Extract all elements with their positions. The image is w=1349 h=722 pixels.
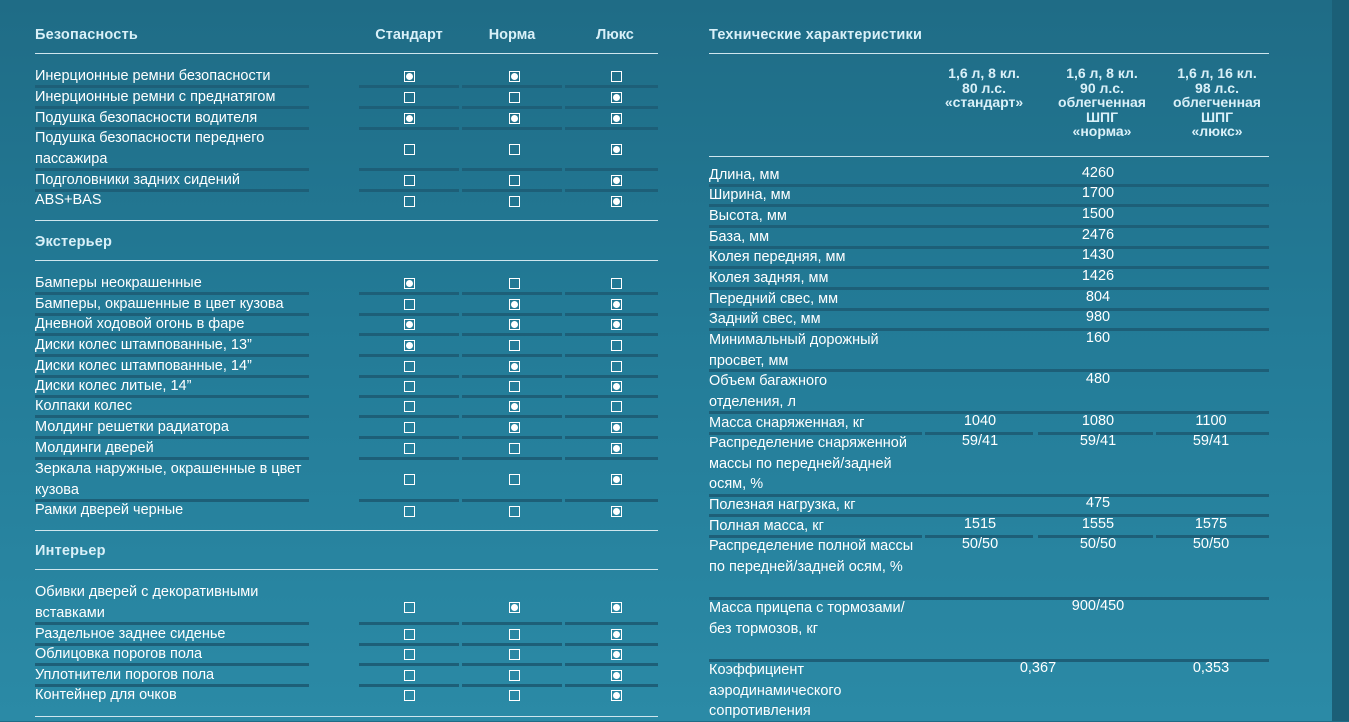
spec-label: Высота, мм bbox=[709, 208, 787, 224]
row-divider bbox=[359, 354, 459, 357]
checkbox-empty bbox=[611, 361, 622, 372]
row-divider bbox=[565, 333, 658, 336]
row-label: Дневной ходовой огонь в фаре bbox=[35, 316, 245, 332]
checkbox-empty bbox=[509, 443, 520, 454]
checkbox-empty bbox=[404, 361, 415, 372]
row-label: Молдинг решетки радиатора bbox=[35, 419, 229, 435]
checkbox-empty bbox=[509, 144, 520, 155]
spec-value: 480 bbox=[1085, 371, 1111, 387]
row-divider bbox=[565, 663, 658, 666]
row-divider bbox=[565, 168, 658, 171]
checkbox-empty bbox=[404, 670, 415, 681]
spec-value: 59/41 bbox=[961, 433, 999, 449]
checkbox-filled bbox=[611, 474, 622, 485]
engine-header-standard: 1,6 л, 8 кл. 80 л.с. «стандарт» bbox=[944, 65, 1024, 111]
checkbox-empty bbox=[509, 690, 520, 701]
section-title-exterior: Экстерьер bbox=[35, 234, 113, 250]
checkbox-filled bbox=[611, 629, 622, 640]
row-divider bbox=[359, 168, 459, 171]
row-divider bbox=[359, 85, 459, 88]
checkbox-filled bbox=[509, 319, 520, 330]
section-title-interior: Интерьер bbox=[35, 543, 106, 559]
row-divider bbox=[359, 663, 459, 666]
checkbox-empty bbox=[404, 506, 415, 517]
checkbox-empty bbox=[611, 278, 622, 289]
spec-value: 0,367 bbox=[1019, 660, 1057, 676]
header-rule bbox=[35, 53, 658, 54]
row-divider bbox=[462, 395, 562, 398]
row-divider bbox=[359, 457, 459, 460]
row-divider bbox=[462, 499, 562, 502]
spec-value: 1575 bbox=[1194, 516, 1228, 532]
row-divider bbox=[462, 643, 562, 646]
row-label: Бамперы, окрашенные в цвет кузова bbox=[35, 296, 284, 312]
row-divider bbox=[359, 415, 459, 418]
checkbox-empty bbox=[404, 474, 415, 485]
checkbox-empty bbox=[509, 506, 520, 517]
checkbox-empty bbox=[404, 422, 415, 433]
checkbox-filled bbox=[611, 381, 622, 392]
row-label: Инерционные ремни безопасности bbox=[35, 68, 271, 84]
spec-value: 160 bbox=[1085, 330, 1111, 346]
checkbox-filled bbox=[404, 319, 415, 330]
row-divider bbox=[565, 85, 658, 88]
checkbox-empty bbox=[404, 649, 415, 660]
checkbox-empty bbox=[404, 92, 415, 103]
checkbox-filled bbox=[404, 340, 415, 351]
row-divider bbox=[359, 622, 459, 625]
row-divider bbox=[565, 395, 658, 398]
checkbox-empty bbox=[509, 196, 520, 207]
checkbox-filled bbox=[509, 422, 520, 433]
row-divider bbox=[462, 663, 562, 666]
row-divider bbox=[462, 415, 562, 418]
row-divider bbox=[709, 184, 1269, 187]
spec-label: Объем багажного отделения, л bbox=[709, 373, 828, 410]
row-divider bbox=[462, 622, 562, 625]
checkbox-filled bbox=[611, 602, 622, 613]
row-divider bbox=[462, 292, 562, 295]
spec-value: 980 bbox=[1085, 309, 1111, 325]
checkbox-empty bbox=[611, 401, 622, 412]
section-rule bbox=[35, 716, 658, 717]
row-divider bbox=[565, 499, 658, 502]
checkbox-filled bbox=[611, 319, 622, 330]
engine-header-lux: 1,6 л, 16 кл. 98 л.с. облегченная ШПГ «люкс» bbox=[1173, 65, 1261, 140]
row-divider bbox=[462, 127, 562, 130]
row-divider bbox=[709, 204, 1269, 207]
row-divider bbox=[359, 395, 459, 398]
header-rule bbox=[709, 53, 1269, 54]
row-divider bbox=[565, 313, 658, 316]
spec-value: 1100 bbox=[1195, 413, 1227, 429]
checkbox-empty bbox=[404, 602, 415, 613]
row-divider bbox=[359, 436, 459, 439]
checkbox-filled bbox=[611, 443, 622, 454]
spec-label: Полезная нагрузка, кг bbox=[709, 497, 856, 513]
section-rule bbox=[35, 530, 658, 531]
spec-value: 59/41 bbox=[1192, 433, 1230, 449]
section-rule bbox=[35, 569, 658, 570]
spec-value: 59/41 bbox=[1079, 433, 1117, 449]
row-divider bbox=[359, 313, 459, 316]
checkbox-filled bbox=[611, 175, 622, 186]
row-divider bbox=[462, 684, 562, 687]
row-divider bbox=[359, 499, 459, 502]
section-rule bbox=[35, 260, 658, 261]
checkbox-filled bbox=[404, 71, 415, 82]
spec-value: 50/50 bbox=[961, 536, 999, 552]
row-divider bbox=[565, 354, 658, 357]
checkbox-filled bbox=[611, 144, 622, 155]
spec-label: Колея передняя, мм bbox=[709, 249, 846, 265]
row-divider bbox=[462, 168, 562, 171]
checkbox-empty bbox=[509, 474, 520, 485]
row-label: Диски колес литые, 14” bbox=[35, 378, 192, 394]
row-label: Обивки дверей с декоративными вставками bbox=[35, 584, 259, 621]
spec-label: Колея задняя, мм bbox=[709, 270, 829, 286]
row-label: Молдинги дверей bbox=[35, 440, 154, 456]
checkbox-empty bbox=[509, 670, 520, 681]
row-divider bbox=[359, 375, 459, 378]
checkbox-filled bbox=[509, 299, 520, 310]
spec-label: Масса снаряженная, кг bbox=[709, 415, 865, 431]
row-divider bbox=[565, 457, 658, 460]
checkbox-empty bbox=[611, 71, 622, 82]
checkbox-filled bbox=[509, 361, 520, 372]
spec-value: 900/450 bbox=[1071, 598, 1125, 614]
spec-label: Распределение полной массы по передней/задней осям, % bbox=[709, 538, 914, 575]
checkbox-filled bbox=[611, 506, 622, 517]
row-divider bbox=[359, 684, 459, 687]
row-divider bbox=[565, 622, 658, 625]
checkbox-filled bbox=[611, 422, 622, 433]
row-divider bbox=[359, 292, 459, 295]
checkbox-filled bbox=[611, 649, 622, 660]
checkbox-filled bbox=[509, 71, 520, 82]
spec-value: 1430 bbox=[1081, 247, 1115, 263]
row-label: Контейнер для очков bbox=[35, 687, 177, 703]
checkbox-empty bbox=[404, 401, 415, 412]
checkbox-empty bbox=[509, 649, 520, 660]
row-divider bbox=[565, 375, 658, 378]
checkbox-filled bbox=[509, 602, 520, 613]
engine-header-norma: 1,6 л, 8 кл. 90 л.с. облегченная ШПГ «норма» bbox=[1058, 65, 1146, 140]
spec-value: 0,353 bbox=[1192, 660, 1230, 676]
spec-value: 1700 bbox=[1081, 185, 1115, 201]
spec-label: Задний свес, мм bbox=[709, 311, 821, 327]
spec-value: 1515 bbox=[963, 516, 997, 532]
checkbox-empty bbox=[404, 299, 415, 310]
checkbox-empty bbox=[404, 381, 415, 392]
spec-value: 804 bbox=[1085, 289, 1111, 305]
col-header-lux: Люкс bbox=[596, 27, 634, 43]
col-header-standard: Стандарт bbox=[375, 27, 443, 43]
checkbox-empty bbox=[404, 690, 415, 701]
checkbox-filled bbox=[611, 92, 622, 103]
spec-label: Ширина, мм bbox=[709, 187, 791, 203]
spec-value: 1500 bbox=[1081, 206, 1115, 222]
row-divider bbox=[565, 292, 658, 295]
checkbox-empty bbox=[404, 629, 415, 640]
row-divider bbox=[462, 333, 562, 336]
checkbox-filled bbox=[509, 401, 520, 412]
checkbox-empty bbox=[509, 92, 520, 103]
col-header-norma: Норма bbox=[488, 27, 536, 43]
spec-value: 4260 bbox=[1081, 165, 1115, 181]
spec-label: Распределение снаряженной массы по передней/задней осям, % bbox=[709, 435, 907, 493]
row-label: Диски колес штампованные, 14” bbox=[35, 358, 252, 374]
checkbox-empty bbox=[404, 443, 415, 454]
page-edge bbox=[1332, 0, 1349, 721]
row-divider bbox=[359, 643, 459, 646]
row-divider bbox=[462, 106, 562, 109]
checkbox-empty bbox=[404, 175, 415, 186]
checkbox-filled bbox=[611, 690, 622, 701]
spec-label: Длина, мм bbox=[709, 167, 780, 183]
checkbox-empty bbox=[509, 175, 520, 186]
row-label: Облицовка порогов пола bbox=[35, 646, 203, 662]
row-divider bbox=[565, 415, 658, 418]
spec-label: База, мм bbox=[709, 229, 770, 245]
row-label: Зеркала наружные, окрашенные в цвет кузова bbox=[35, 461, 302, 498]
row-label: Колпаки колес bbox=[35, 398, 133, 414]
checkbox-empty bbox=[404, 196, 415, 207]
row-label: Раздельное заднее сиденье bbox=[35, 626, 226, 642]
checkbox-filled bbox=[611, 113, 622, 124]
checkbox-empty bbox=[509, 278, 520, 289]
row-divider bbox=[359, 189, 459, 192]
row-divider bbox=[359, 106, 459, 109]
spec-label: Полная масса, кг bbox=[709, 518, 824, 534]
row-divider bbox=[462, 313, 562, 316]
checkbox-filled bbox=[611, 670, 622, 681]
row-divider bbox=[565, 189, 658, 192]
spec-value: 50/50 bbox=[1079, 536, 1117, 552]
checkbox-empty bbox=[611, 340, 622, 351]
row-divider bbox=[565, 684, 658, 687]
row-divider bbox=[462, 436, 562, 439]
row-divider bbox=[462, 375, 562, 378]
spec-value: 2476 bbox=[1081, 227, 1115, 243]
checkbox-filled bbox=[404, 278, 415, 289]
row-label: Подушка безопасности водителя bbox=[35, 110, 258, 126]
row-divider bbox=[565, 643, 658, 646]
row-divider bbox=[359, 333, 459, 336]
checkbox-empty bbox=[509, 340, 520, 351]
checkbox-filled bbox=[509, 113, 520, 124]
row-label: Уплотнители порогов пола bbox=[35, 667, 215, 683]
spec-label: Минимальный дорожный просвет, мм bbox=[709, 332, 879, 369]
row-divider bbox=[359, 127, 459, 130]
spec-label: Передний свес, мм bbox=[709, 291, 839, 307]
row-label: Бамперы неокрашенные bbox=[35, 275, 202, 291]
checkbox-empty bbox=[509, 381, 520, 392]
spec-value: 1426 bbox=[1081, 268, 1115, 284]
spec-label: Коэффициент аэродинамического сопротивления bbox=[709, 662, 842, 720]
row-divider bbox=[565, 436, 658, 439]
header-rule bbox=[709, 156, 1269, 157]
spec-value: 50/50 bbox=[1192, 536, 1230, 552]
row-divider bbox=[462, 189, 562, 192]
spec-value: 1555 bbox=[1081, 516, 1115, 532]
row-label: Диски колес штампованные, 13” bbox=[35, 337, 252, 353]
checkbox-filled bbox=[611, 196, 622, 207]
spec-value: 1080 bbox=[1081, 413, 1115, 429]
row-divider bbox=[462, 457, 562, 460]
checkbox-empty bbox=[509, 629, 520, 640]
row-divider bbox=[709, 225, 1269, 228]
spec-label: Масса прицепа с тормозами/без тормозов, кг bbox=[709, 600, 905, 637]
checkbox-filled bbox=[611, 299, 622, 310]
row-label: ABS+BAS bbox=[35, 192, 102, 208]
row-divider bbox=[565, 127, 658, 130]
row-divider bbox=[462, 354, 562, 357]
row-divider bbox=[462, 85, 562, 88]
row-label: Подушка безопасности переднего пассажира bbox=[35, 130, 265, 167]
spec-value: 475 bbox=[1085, 495, 1111, 511]
spec-value: 1040 bbox=[963, 413, 997, 429]
section-title-safety: Безопасность bbox=[35, 27, 138, 43]
specs-title: Технические характеристики bbox=[709, 27, 923, 43]
row-divider bbox=[565, 106, 658, 109]
row-label: Инерционные ремни с преднатягом bbox=[35, 89, 276, 105]
row-label: Подголовники задних сидений bbox=[35, 172, 240, 188]
checkbox-filled bbox=[404, 113, 415, 124]
checkbox-empty bbox=[404, 144, 415, 155]
section-rule bbox=[35, 220, 658, 221]
row-label: Рамки дверей черные bbox=[35, 502, 184, 518]
